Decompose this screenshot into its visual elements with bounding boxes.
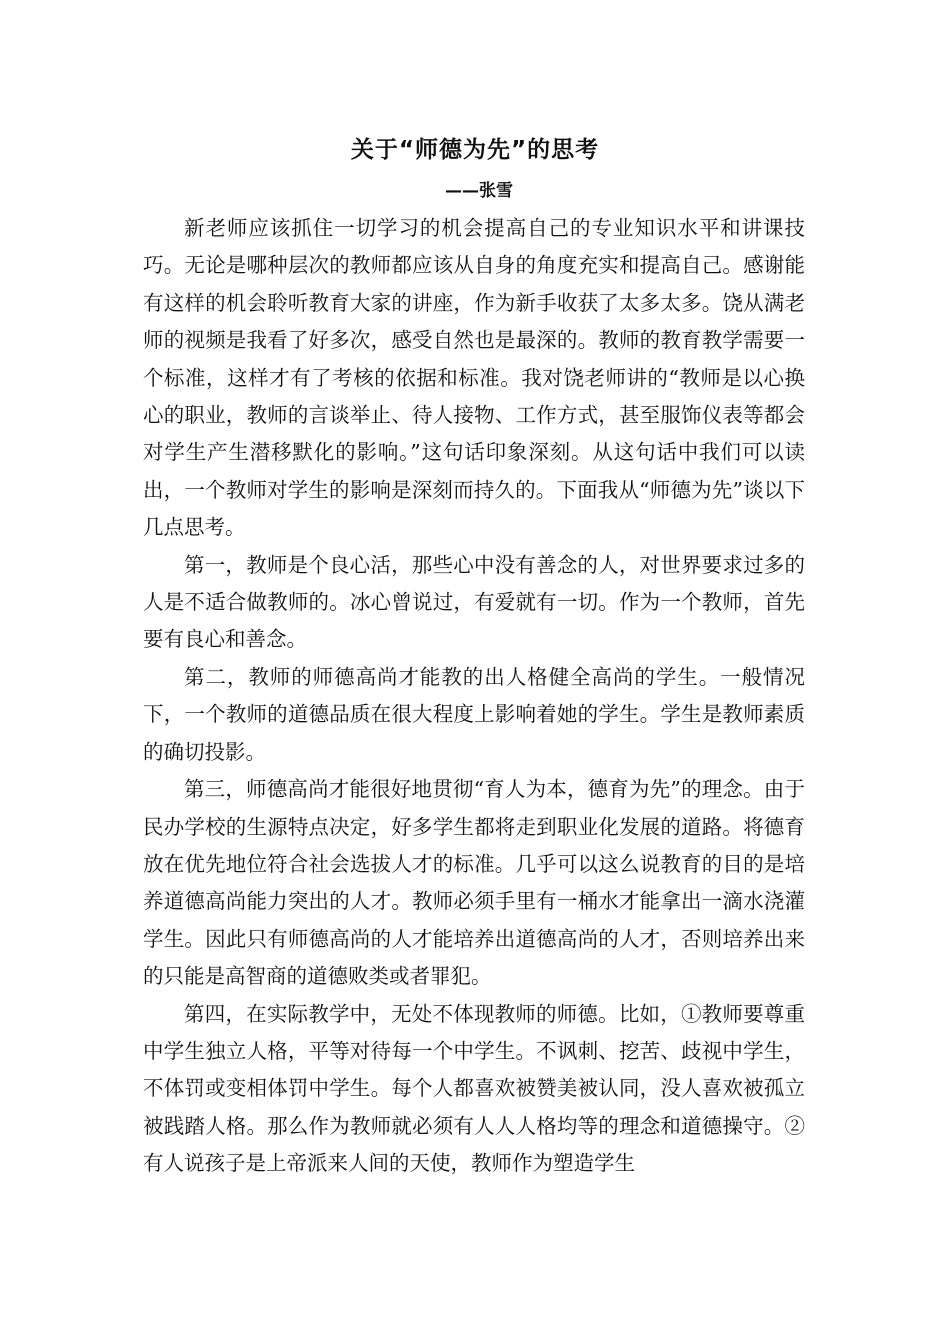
paragraph-point-2: 第二，教师的师德高尚才能教的出人格健全高尚的学生。一般情况下，一个教师的道德品质在很大程度上影响着她的学生。学生是教师素质的确切投影。: [143, 664, 805, 764]
paragraph-point-3: 第三，师德高尚才能很好地贯彻“育人为本，德育为先”的理念。由于民办学校的生源特点决定，好多学生都将走到职业化发展的道路。将德育放在优先地位符合社会选拔人才的标准。几乎可以这么说教育的目的是培养道德高尚能力突出的人才。教师必须手里有一桶水才能拿出一滴水浇灌学生。因此只有师德高尚的人才能培养出道德高尚的人才，否则培养出来的只能是高智商的道德败类或者罪犯。: [143, 777, 805, 989]
document-title: 关于“师德为先”的思考: [350, 137, 600, 163]
document-body: [143, 210, 805, 1183]
paragraph-point-4: 第四，在实际教学中，无处不体现教师的师德。比如，①教师要尊重中学生独立人格，平等对待每一个中学生。不讽刺、挖苦、歧视中学生，不体罚或变相体罚中学生。每个人都喜欢被赞美被认同，没人喜欢被孤立被践踏人格。那么作为教师就必须有人人人格均等的理念和道德操守。②有人说孩子是上帝派来人间的天使，教师作为塑造学生: [143, 1001, 805, 1176]
paragraph-intro: 新老师应该抓住一切学习的机会提高自己的专业知识水平和讲课技巧。无论是哪种层次的教师都应该从自身的角度充实和提高自己。感谢能有这样的机会聆听教育大家的讲座，作为新手收获了太多太多。饶从满老师的视频是我看了好多次，感受自然也是最深的。教师的教育教学需要一个标准，这样才有了考核的依据和标准。我对饶老师讲的“教师是以心换心的职业，教师的言谈举止、待人接物、工作方式，甚至服饰仪表等都会对学生产生潜移默化的影响。”这句话印象深刻。从这句话中我们可以读出，一个教师对学生的影响是深刻而持久的。下面我从“师德为先”谈以下几点思考。: [143, 216, 805, 540]
paragraph-point-1: 第一，教师是个良心活，那些心中没有善念的人，对世界要求过多的人是不适合做教师的。冰心曾说过，有爱就有一切。作为一个教师，首先要有良心和善念。: [143, 552, 805, 652]
document-author: ——张雪: [445, 181, 513, 201]
